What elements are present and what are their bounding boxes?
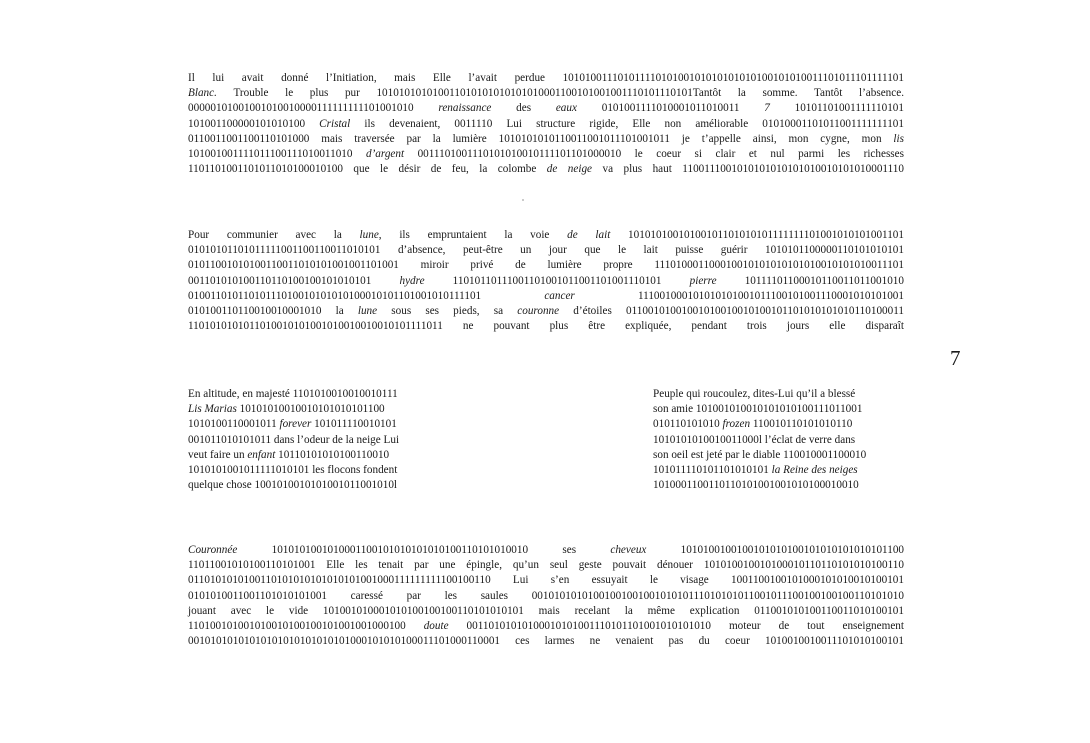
text-line: 01010101101011111001100110011010101 d’absence, peut-être un jour que le lait puisse guérir 1010101100000110101010101 xyxy=(188,244,904,257)
text-line: 101011110101101010101 la Reine des neiges xyxy=(653,464,858,477)
text-line: 0110011001100110101000 mais traversée par la lumière 1010101010110011001011101001011 je t’appelle ainsi, mon cygne, mon lis xyxy=(188,132,904,145)
text-line: 1101101001101011010100010100 que le désir de feu, la colombe de neige va plus haut 1100111001010101010101010010101010001110 xyxy=(188,163,904,176)
page-number: 7 xyxy=(950,346,961,370)
text-line: 101001001111011100111010011010 d’argent 0011101001110101010010111101101000010 le coeur si clair et nul parmi les richesses xyxy=(188,148,904,161)
text-line: 00101010101010101010101010101000101010100011101000110001 ces larmes ne venaient pas du coeur 1010010010011101010100101 xyxy=(188,635,904,648)
text-line: jouant avec le vide 101001010001010100100100110101010101 mais recelant la même explication 011001010100110011010100101 xyxy=(188,604,904,617)
text-line: En altitude, en majesté 1101010010010010111 xyxy=(188,388,398,400)
stanza-3 xyxy=(188,543,904,649)
text-line: 1010001100110110101001001010100010010 xyxy=(653,479,859,492)
text-line: 01001101011010111010010101010100010101101001010111101 cancer 111001000101010101001011100101001110001010101001 xyxy=(188,289,904,302)
text-line: 1101010101011010010101001010010010010101111011 ne pouvant plus être expliquée, pendant trois jours elle disparaît xyxy=(188,320,904,333)
left-column-stanza xyxy=(188,387,456,493)
stanza-1 xyxy=(188,71,904,177)
text-line: 0110101010100110101010101010101001000111111111100100110 Lui s’en essuyait le visage 1001100100101000101010010100101 xyxy=(188,574,904,587)
text-line: 101001100000101010100 Cristal ils devenaient, 0011110 Lui structure rigide, Elle non améliorable 01010001101011001111111101 xyxy=(188,117,904,130)
text-line: son amie 101001010010101010100111011001 xyxy=(653,403,863,416)
text-line: Blanc. Trouble le plus pur 101010101010011010101010101010001100101001001110101110101Tantôt la somme. Tantôt l’absence. xyxy=(188,87,904,100)
text-line: 11011001010100110101001 Elle les tenait par une épingle, qu’un seul geste pouvait dénouer 101010010010100010110110101010100110 xyxy=(188,559,904,572)
text-line: 110100101001010010100100101001001000100 doute 00110101010100010101001110101101001010101010 moteur de tout enseignement xyxy=(188,620,904,633)
text-line: 1010101001011111010101 les flocons fondent xyxy=(188,464,398,477)
stanza-2 xyxy=(188,228,904,334)
text-line: veut faire un enfant 10110101010100110010 xyxy=(188,448,390,461)
text-line: Il lui avait donné l’Initiation, mais Elle l’avait perdue 10101001110101111010100101010101010100101010011101011101111101 xyxy=(188,72,904,84)
text-line: quelque chose 1001010010101001011001010l xyxy=(188,479,398,492)
text-line: 01011001010100110011010101001001101001 miroir privé de lumière propre 111010001100010010101010101010010101010011101 xyxy=(188,259,904,272)
text-line: 00000101001001010010000111111111101001010 renaissance des eaux 0101001111010001011010011 7 10101101001111110101 xyxy=(188,102,904,115)
speck-mark xyxy=(522,199,524,201)
text-line: Pour communier avec la lune, ils empruntaient la voie de lait 10101010010100101101010101111111101001010101001101 xyxy=(188,229,904,241)
text-line: 0101010011001101010101001 caressé par les saules 0010101010100100100100101010111010101011001011100100100100110101010 xyxy=(188,589,904,602)
right-column-stanza xyxy=(653,387,903,493)
text-line: 1010100110001011 forever 101011110010101 xyxy=(188,418,397,431)
text-line: Couronnée 1010101001010001100101010101010100110101010010 ses cheveux 1010100100100101010100101010101010101100 xyxy=(188,544,905,556)
text-line: Lis Marias 10101010010010101010101100 xyxy=(188,403,385,416)
text-line: 001011010101011 dans l’odeur de la neige Lui xyxy=(188,433,400,446)
text-line: 010100110110010010001010 la lune sous ses pieds, sa couronne d’étoiles 01100101001001010010010100101101010101010110100011 xyxy=(188,305,904,318)
text-line: 001101010100110110100100101010101 hydre 11010110111001101001011001101001110101 pierre 10111101100010110011011001010 xyxy=(188,274,904,287)
text-line: son oeil est jeté par le diable 110010001100010 xyxy=(653,448,867,461)
text-line: 010110101010 frozen 110010110101010110 xyxy=(653,418,853,431)
text-line: 1010101010010011000l l’éclat de verre dans xyxy=(653,433,856,446)
text-line: Peuple qui roucoulez, dites-Lui qu’il a blessé xyxy=(653,388,856,400)
